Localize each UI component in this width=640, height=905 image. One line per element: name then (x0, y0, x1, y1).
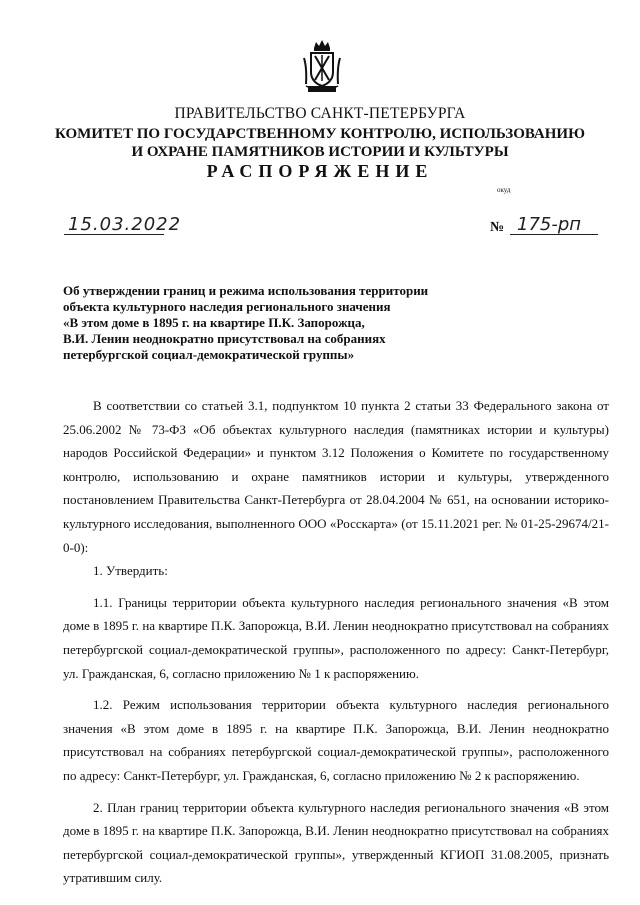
handwritten-number: 175-рп (517, 214, 582, 235)
subject-line: «В этом доме в 1895 г. на квартире П.К. Запорожца, (63, 315, 365, 330)
item-1-2: 1.2. Режим использования территории объекта культурного наследия регионального значения «В этом доме в 1895 г. на квартире П.К. Запорожца, В.И. Ленин неоднократно присутствовал на собраниях петербургской социал-демократической группы», расположенного по адресу: Санкт-Петербург, ул. Гражданская, 6, согласно приложению № 2 к распоряжению. (63, 697, 609, 783)
subject-line: Об утверждении границ и режима использования территории (63, 283, 429, 298)
document-subject (63, 283, 463, 363)
okud-label: окуд (497, 186, 511, 194)
item-1-1: 1.1. Границы территории объекта культурного наследия регионального значения «В этом доме в 1895 г. на квартире П.К. Запорожца, В.И. Ленин неоднократно присутствовал на собраниях петербургской социал-демократической группы», расположенного по адресу: Санкт-Петербург, ул. Гражданская, 6, согласно приложению № 1 к распоряжению. (63, 594, 609, 681)
document-type-title: РАСПОРЯЖЕНИЕ (206, 161, 434, 181)
preamble-paragraph: В соответствии со статьей 3.1, подпунктом 10 пункта 2 статьи 33 Федерального закона от 25.06.2002 № 73-ФЗ «Об объектах культурного наследия (памятниках истории и культуры) народов Российской Федерации» и пунктом 3.12 Положения о Комитете по государственному контролю, использованию и охране памятников истории и культуры, утвержденного постановлением Правительства Санкт-Петербурга от 28.04.2004 № 651, на основании историко-культурного исследования, выполненного ООО «Росскарта» (от 15.11.2021 рег. № 01-25-29674/21-0-0): (63, 398, 609, 555)
document-body (63, 394, 609, 890)
handwritten-date: 15.03.2022 (68, 214, 182, 235)
committee-title-line-1: КОМИТЕТ ПО ГОСУДАРСТВЕННОМУ КОНТРОЛЮ, ИСПОЛЬЗОВАНИЮ (55, 126, 585, 142)
item-1: 1. Утвердить: (93, 563, 168, 579)
committee-title-line-2: И ОХРАНЕ ПАМЯТНИКОВ ИСТОРИИ И КУЛЬТУРЫ (131, 144, 509, 160)
coat-of-arms-icon (302, 38, 342, 96)
number-sign: № (490, 220, 505, 235)
subject-line: объекта культурного наследия регионального значения (63, 299, 391, 314)
subject-line: петербургской социал-демократической группы» (63, 347, 355, 362)
number-underline (510, 234, 598, 235)
government-title: ПРАВИТЕЛЬСТВО САНКТ-ПЕТЕРБУРГА (174, 105, 466, 122)
date-underline (64, 234, 164, 235)
subject-line: В.И. Ленин неоднократно присутствовал на собраниях (63, 331, 386, 346)
committee-title (0, 125, 640, 161)
item-2: 2. План границ территории объекта культурного наследия регионального значения «В этом доме в 1895 г. на квартире П.К. Запорожца, В.И. Ленин неоднократно присутствовал на собраниях петербургской социал-демократической группы», утвержденный КГИОП 31.08.2005, признать утратившим силу. (63, 799, 609, 886)
